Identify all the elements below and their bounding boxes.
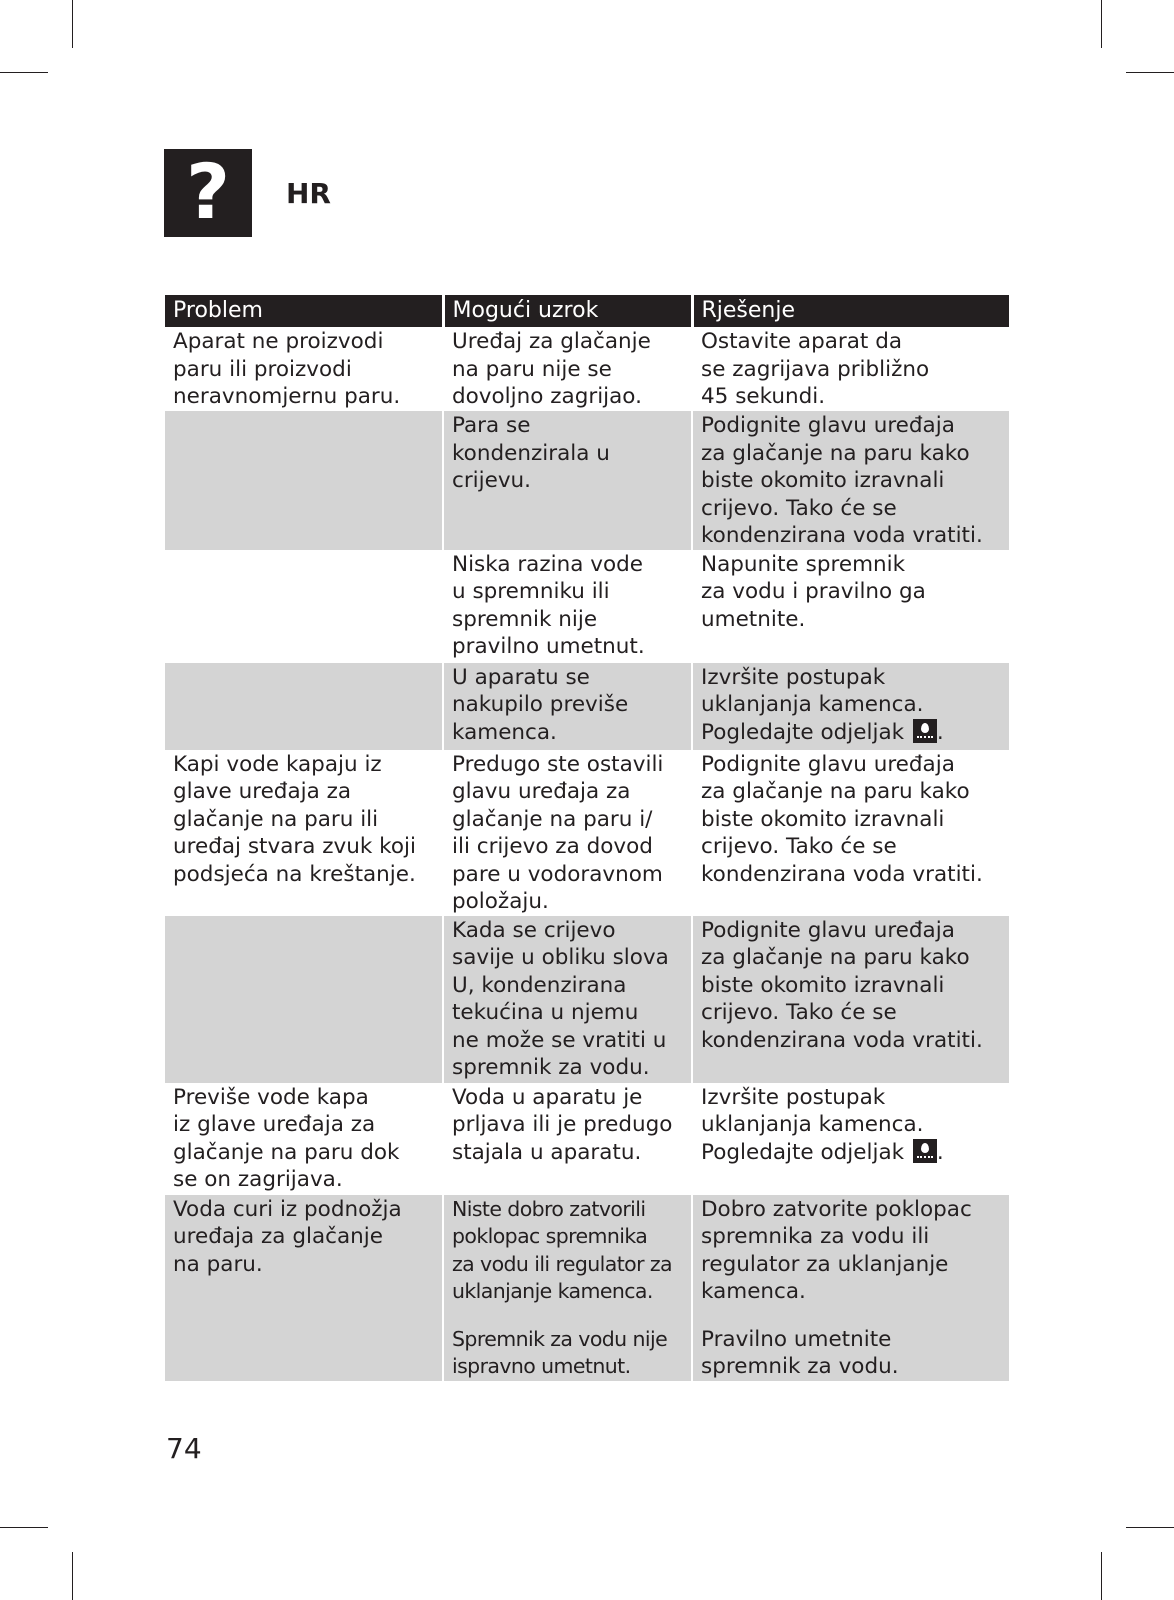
problem-cell-empty — [165, 916, 443, 1083]
cause-text: Niste dobro zatvorili poklopac spremnika za vodu ili regulator za uklanjanje kamenca. — [452, 1196, 672, 1303]
crop-mark-top-right-vertical — [1101, 0, 1102, 48]
table-row — [165, 327, 1009, 411]
cause-cell: Niska razina vode u spremniku ili spremnik nije pravilno umetnut. — [443, 550, 692, 663]
cause-cell: Voda u aparatu je prljava ili je predugo stajala u aparatu. — [443, 1083, 692, 1195]
solution-cell: Napunite spremnik za vodu i pravilno ga umetnite. — [692, 550, 1009, 663]
crop-mark-bottom-left-horizontal — [0, 1527, 48, 1528]
solution-text: Dobro zatvorite poklopac spremnika za vodu ili regulator za uklanjanje kamenca. — [701, 1196, 972, 1304]
solution-cell: Podignite glavu uređaja za glačanje na paru kako biste okomito izravnali crijevo. Tako će se kondenzirana voda vratiti. — [692, 411, 1009, 550]
cause-cell: Predugo ste ostavili glavu uređaja za glačanje na paru i/ ili crijevo za dovod pare u vodoravnom položaju. — [443, 750, 692, 916]
cause-cell: Kada se crijevo savije u obliku slova U, kondenzirana tekućina u njemu ne može se vratiti u spremnik za vodu. — [443, 916, 692, 1083]
table-row — [165, 1083, 1009, 1195]
solution-cell: Ostavite aparat da se zagrijava približno 45 sekundi. — [692, 327, 1009, 411]
problem-cell-empty — [165, 411, 443, 550]
problem-cell-empty — [165, 663, 443, 750]
language-code: HR — [286, 177, 331, 210]
cause-cell: U aparatu se nakupilo previše kamenca. — [443, 663, 692, 750]
descale-icon — [913, 719, 937, 743]
cause-text: Spremnik za vodu nije ispravno umetnut. — [452, 1326, 668, 1378]
page-number: 74 — [166, 1432, 202, 1465]
column-header-problem: Problem — [165, 295, 443, 327]
table-row — [165, 663, 1009, 750]
solution-cell: Podignite glavu uređaja za glačanje na paru kako biste okomito izravnali crijevo. Tako će se kondenzirana voda vratiti. — [692, 916, 1009, 1083]
problem-cell: Voda curi iz podnožja uređaja za glačanje na paru. — [165, 1195, 443, 1381]
solution-cell — [692, 1083, 1009, 1195]
solution-suffix: . — [936, 719, 944, 745]
solution-text: Izvršite postupak uklanjanja kamenca. Pogledajte odjeljak — [701, 664, 924, 745]
table-row — [165, 750, 1009, 916]
descale-icon — [913, 1139, 937, 1163]
solution-suffix: . — [936, 1139, 944, 1165]
crop-mark-top-left-vertical — [72, 0, 73, 48]
solution-cell — [692, 663, 1009, 750]
crop-mark-bottom-right-horizontal — [1126, 1527, 1174, 1528]
problem-cell-empty — [165, 550, 443, 663]
solution-cell: Podignite glavu uređaja za glačanje na paru kako biste okomito izravnali crijevo. Tako će se kondenzirana voda vratiti. — [692, 750, 1009, 916]
problem-cell: Aparat ne proizvodi paru ili proizvodi neravnomjernu paru. — [165, 327, 443, 411]
table-row — [165, 411, 1009, 550]
crop-mark-bottom-left-vertical — [72, 1552, 73, 1600]
crop-mark-top-right-horizontal — [1126, 72, 1174, 73]
troubleshooting-table — [165, 295, 1009, 1381]
table-header-row — [165, 295, 1009, 327]
crop-mark-top-left-horizontal — [0, 72, 48, 73]
cause-cell: Uređaj za glačanje na paru nije se dovoljno zagrijao. — [443, 327, 692, 411]
cause-cell: Para se kondenzirala u crijevu. — [443, 411, 692, 550]
column-header-cause: Mogući uzrok — [443, 295, 692, 327]
solution-text: Pravilno umetnite spremnik za vodu. — [701, 1326, 899, 1379]
problem-cell: Kapi vode kapaju iz glave uređaja za glačanje na paru ili uređaj stvara zvuk koji podsjeća na kreštanje. — [165, 750, 443, 916]
solution-cell — [692, 1195, 1009, 1381]
table-row — [165, 1195, 1009, 1381]
solution-text: Izvršite postupak uklanjanja kamenca. Pogledajte odjeljak — [701, 1084, 924, 1165]
problem-cell: Previše vode kapa iz glave uređaja za glačanje na paru dok se on zagrijava. — [165, 1083, 443, 1195]
question-mark-icon — [164, 149, 252, 237]
cause-cell — [443, 1195, 692, 1381]
crop-mark-bottom-right-vertical — [1101, 1552, 1102, 1600]
table-row — [165, 916, 1009, 1083]
question-mark-glyph: ? — [185, 147, 231, 236]
column-header-solution: Rješenje — [692, 295, 1009, 327]
table-row — [165, 550, 1009, 663]
